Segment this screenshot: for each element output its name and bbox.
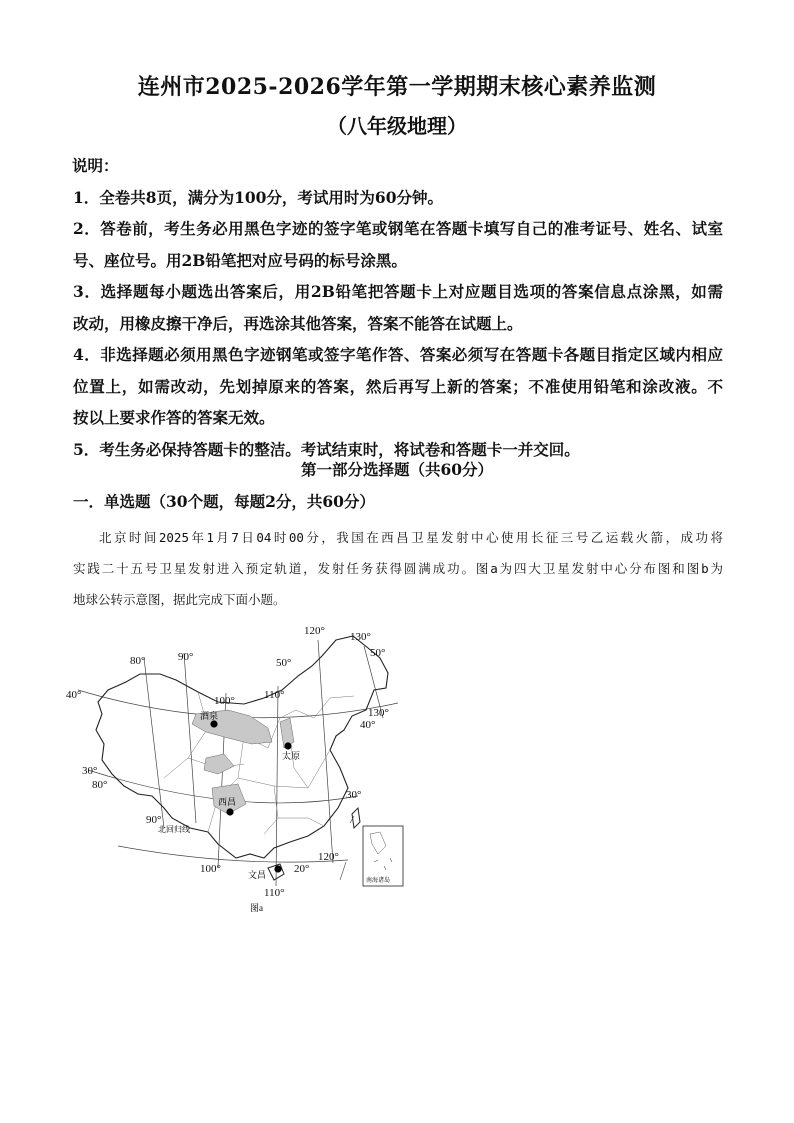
- instructions-label: 说明：: [72, 156, 119, 175]
- lon-label: 120°: [318, 851, 339, 863]
- instruction-line: 2．答卷前，考生务必用黑色字迹的签字笔或钢笔在答题卡填写自己的准考证号、姓名、试室: [73, 219, 723, 238]
- instruction-line: 1．全卷共8页，满分为100分，考试用时为60分钟。: [73, 187, 443, 207]
- taiyuan-marker: [284, 742, 291, 749]
- instruction-line: 5．考生务必保持答题卡的整洁。考试结束时，将试卷和答题卡一并交回。: [73, 439, 580, 459]
- lat-label: 40°: [66, 689, 82, 701]
- jiuquan-marker: [210, 720, 217, 727]
- lon-label: 110°: [264, 887, 285, 899]
- graticule: [78, 640, 398, 886]
- lon-label: 80°: [130, 655, 146, 667]
- instruction-line: 3．选择题每小题选出答案后，用2B铅笔把答题卡上对应题目选项的答案信息点涂黑，如需: [73, 282, 723, 301]
- lat-label: 50°: [276, 657, 292, 669]
- lat-label: 30°: [82, 765, 98, 777]
- question-passage: [73, 522, 723, 615]
- country-outline: [96, 636, 388, 858]
- city-label: 西昌: [218, 797, 237, 807]
- map-caption: 图a: [250, 903, 263, 913]
- instruction-line: 改动，用橡皮擦干净后，再选涂其他答案，答案不能答在试题上。: [73, 313, 523, 333]
- passage-line: 地球公转示意图，据此完成下面小题。: [73, 592, 286, 607]
- city-label: 太原: [282, 751, 301, 761]
- lon-label: 90°: [146, 814, 162, 826]
- lon-label: 100°: [214, 695, 235, 707]
- south-sea-inset: [363, 826, 403, 886]
- section-heading: 第一部分选择题（共60分）: [300, 460, 494, 479]
- lat-label: 50°: [370, 647, 386, 659]
- lon-label: 100°: [200, 863, 221, 875]
- question-type-heading: 一．单选题（30个题，每题2分，共60分）: [73, 492, 375, 511]
- inset-label: 南海诸岛: [366, 878, 391, 884]
- xichang-marker: [226, 808, 233, 815]
- instructions: [73, 150, 723, 465]
- lon-label: 80°: [92, 779, 108, 791]
- lon-label: 90°: [178, 651, 194, 663]
- lon-label: 120°: [304, 625, 325, 637]
- instruction-line: 按以上要求作答的答案无效。: [73, 408, 275, 427]
- city-label: 文昌: [248, 870, 267, 880]
- highlighted-regions: [192, 710, 294, 814]
- satellite-launch-center-map: [68, 618, 413, 918]
- instruction-line: 号、座位号。用2B铅笔把对应号码的标号涂黑。: [73, 250, 407, 270]
- lat-label: 30°: [346, 789, 362, 801]
- page-title: 连州市2025-2026学年第一学期期末核心素养监测: [137, 74, 657, 100]
- instruction-line: 4．非选择题必须用黑色字迹钢笔或签字笔作答、答案必须写在答题卡各题目指定区域内相应: [73, 345, 723, 364]
- city-label: 酒泉: [200, 711, 219, 721]
- page-subtitle: （八年级地理）: [327, 114, 467, 138]
- coast-marks: [340, 816, 354, 880]
- tropic-label: 北回归线: [158, 825, 190, 834]
- wenchang-marker: [274, 865, 281, 872]
- passage-line: 实践二十五号卫星发射进入预定轨道，发射任务获得圆满成功。图a为四大卫星发射中心分布图和图b为: [73, 561, 723, 576]
- lon-label: 110°: [264, 689, 285, 701]
- lon-label: 130°: [350, 631, 371, 643]
- province-boundaries: [164, 692, 354, 834]
- lon-label: 130°: [368, 707, 389, 719]
- lat-label: 20°: [294, 863, 310, 875]
- lat-label: 40°: [360, 719, 376, 731]
- passage-line: 北京时间2025年1月7日04时00分，我国在西昌卫星发射中心使用长征三号乙运载火箭，成功将: [99, 530, 723, 545]
- instruction-line: 位置上，如需改动，先划掉原来的答案，然后再写上新的答案；不准使用铅笔和涂改液。不: [73, 376, 723, 396]
